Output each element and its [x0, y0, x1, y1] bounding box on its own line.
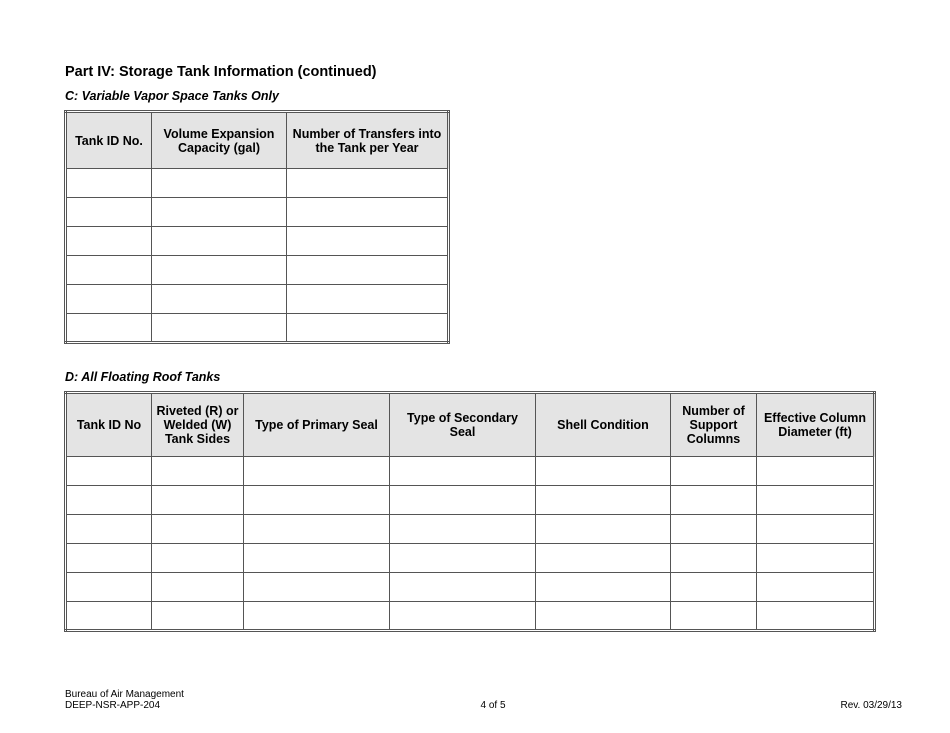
table-row: [66, 457, 875, 486]
tank-id-cell[interactable]: [66, 602, 152, 631]
table-row: [66, 169, 449, 198]
volume-expansion-cell[interactable]: [152, 285, 287, 314]
column-header-tank-id: Tank ID No: [66, 393, 152, 457]
volume-expansion-cell[interactable]: [152, 314, 287, 343]
transfers-per-year-cell[interactable]: [287, 285, 449, 314]
section-d-title: D: All Floating Roof Tanks: [65, 370, 221, 384]
table-header-row: [66, 112, 449, 169]
secondary-seal-cell[interactable]: [390, 602, 536, 631]
primary-seal-cell[interactable]: [244, 486, 390, 515]
table-row: [66, 486, 875, 515]
column-header-support-columns: Number of Support Columns: [671, 393, 757, 457]
volume-expansion-cell[interactable]: [152, 198, 287, 227]
primary-seal-cell[interactable]: [244, 515, 390, 544]
transfers-per-year-cell[interactable]: [287, 169, 449, 198]
shell-condition-cell[interactable]: [536, 457, 671, 486]
table-header-row: [66, 393, 875, 457]
support-columns-cell[interactable]: [671, 573, 757, 602]
column-header-volume-expansion: Volume Expansion Capacity (gal): [152, 112, 287, 169]
support-columns-cell[interactable]: [671, 515, 757, 544]
column-diameter-cell[interactable]: [757, 486, 875, 515]
table-row: [66, 515, 875, 544]
riveted-welded-cell[interactable]: [152, 573, 244, 602]
page-title: Part IV: Storage Tank Information (continued): [65, 64, 377, 80]
shell-condition-cell[interactable]: [536, 602, 671, 631]
column-header-primary-seal: Type of Primary Seal: [244, 393, 390, 457]
footer-form-id: DEEP-NSR-APP-204: [65, 700, 161, 711]
variable-vapor-space-tanks-table: [64, 110, 450, 344]
table-row: [66, 602, 875, 631]
support-columns-cell[interactable]: [671, 602, 757, 631]
riveted-welded-cell[interactable]: [152, 602, 244, 631]
tank-id-cell[interactable]: [66, 198, 152, 227]
primary-seal-cell[interactable]: [244, 602, 390, 631]
column-header-column-diameter: Effective Column Diameter (ft): [757, 393, 875, 457]
tank-id-cell[interactable]: [66, 256, 152, 285]
floating-roof-tanks-table: [64, 391, 876, 632]
column-header-tank-id: Tank ID No.: [66, 112, 152, 169]
riveted-welded-cell[interactable]: [152, 544, 244, 573]
tank-id-cell[interactable]: [66, 314, 152, 343]
transfers-per-year-cell[interactable]: [287, 256, 449, 285]
column-header-transfers-per-year: Number of Transfers into the Tank per Year: [287, 112, 449, 169]
column-header-shell-condition: Shell Condition: [536, 393, 671, 457]
column-header-secondary-seal: Type of Secondary Seal: [390, 393, 536, 457]
primary-seal-cell[interactable]: [244, 457, 390, 486]
volume-expansion-cell[interactable]: [152, 227, 287, 256]
column-header-riveted-welded: Riveted (R) or Welded (W) Tank Sides: [152, 393, 244, 457]
table-row: [66, 544, 875, 573]
riveted-welded-cell[interactable]: [152, 515, 244, 544]
table-row: [66, 198, 449, 227]
table-row: [66, 256, 449, 285]
tank-id-cell[interactable]: [66, 457, 152, 486]
riveted-welded-cell[interactable]: [152, 486, 244, 515]
shell-condition-cell[interactable]: [536, 486, 671, 515]
primary-seal-cell[interactable]: [244, 544, 390, 573]
transfers-per-year-cell[interactable]: [287, 227, 449, 256]
table-row: [66, 573, 875, 602]
table-row: [66, 227, 449, 256]
secondary-seal-cell[interactable]: [390, 544, 536, 573]
column-diameter-cell[interactable]: [757, 602, 875, 631]
volume-expansion-cell[interactable]: [152, 169, 287, 198]
column-diameter-cell[interactable]: [757, 544, 875, 573]
tank-id-cell[interactable]: [66, 573, 152, 602]
table-row: [66, 314, 449, 343]
footer-page-number: 4 of 5: [480, 700, 506, 711]
column-diameter-cell[interactable]: [757, 457, 875, 486]
footer-org: Bureau of Air Management: [65, 689, 184, 700]
column-diameter-cell[interactable]: [757, 515, 875, 544]
tank-id-cell[interactable]: [66, 169, 152, 198]
section-c-title: C: Variable Vapor Space Tanks Only: [65, 89, 279, 103]
transfers-per-year-cell[interactable]: [287, 198, 449, 227]
column-diameter-cell[interactable]: [757, 573, 875, 602]
shell-condition-cell[interactable]: [536, 573, 671, 602]
table-row: [66, 285, 449, 314]
riveted-welded-cell[interactable]: [152, 457, 244, 486]
support-columns-cell[interactable]: [671, 544, 757, 573]
tank-id-cell[interactable]: [66, 486, 152, 515]
volume-expansion-cell[interactable]: [152, 256, 287, 285]
tank-id-cell[interactable]: [66, 285, 152, 314]
support-columns-cell[interactable]: [671, 457, 757, 486]
transfers-per-year-cell[interactable]: [287, 314, 449, 343]
footer-left: [65, 689, 184, 711]
shell-condition-cell[interactable]: [536, 515, 671, 544]
shell-condition-cell[interactable]: [536, 544, 671, 573]
secondary-seal-cell[interactable]: [390, 573, 536, 602]
primary-seal-cell[interactable]: [244, 573, 390, 602]
tank-id-cell[interactable]: [66, 515, 152, 544]
secondary-seal-cell[interactable]: [390, 457, 536, 486]
footer-revision: Rev. 03/29/13: [840, 700, 902, 711]
tank-id-cell[interactable]: [66, 227, 152, 256]
secondary-seal-cell[interactable]: [390, 486, 536, 515]
support-columns-cell[interactable]: [671, 486, 757, 515]
tank-id-cell[interactable]: [66, 544, 152, 573]
secondary-seal-cell[interactable]: [390, 515, 536, 544]
